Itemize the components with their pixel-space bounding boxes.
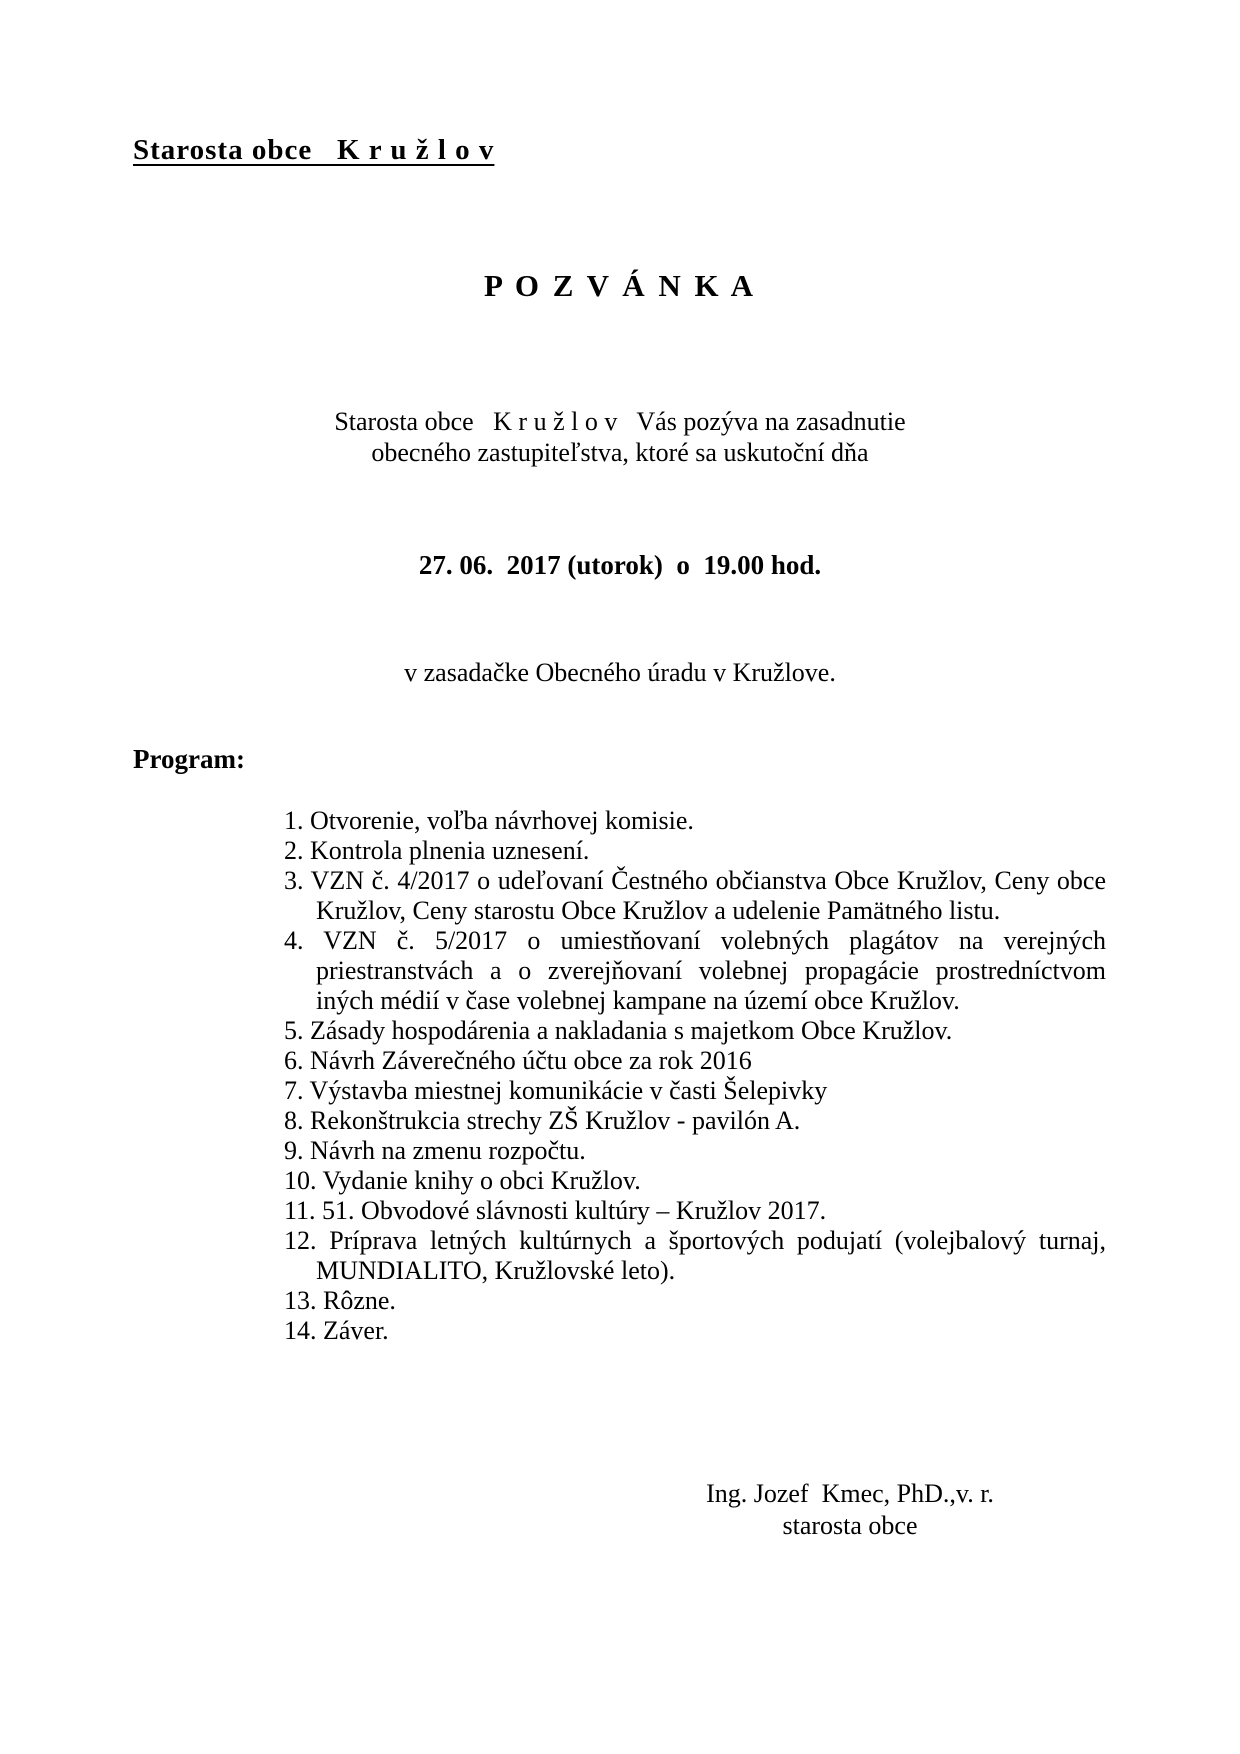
- program-item-number: 12.: [284, 1226, 317, 1255]
- program-item-text: Návrh na zmenu rozpočtu.: [310, 1136, 586, 1165]
- program-item-text: Návrh Záverečného účtu obce za rok 2016: [310, 1046, 752, 1075]
- program-item: [284, 1076, 1106, 1106]
- invitation-intro: [133, 406, 1107, 468]
- program-item: [284, 836, 1106, 866]
- program-heading: Program:: [133, 744, 245, 774]
- intro-line-2: obecného zastupiteľstva, ktoré sa uskutoční dňa: [371, 438, 869, 467]
- program-item-text: 51. Obvodové slávnosti kultúry – Kružlov 2017.: [322, 1196, 827, 1225]
- meeting-datetime: 27. 06. 2017 (utorok) o 19.00 hod.: [418, 550, 822, 580]
- program-item-number: 1.: [284, 806, 304, 835]
- program-item: [284, 926, 1106, 1016]
- program-item-text: Príprava letných kultúrnych a športových podujatí (volejbalový turnaj, MUNDIALITO, Kružlovské leto).: [316, 1226, 1107, 1285]
- program-item-text: Kontrola plnenia uznesení.: [310, 836, 590, 865]
- program-item: [284, 1286, 1106, 1316]
- program-item: [284, 1226, 1106, 1286]
- signature-role: starosta obce: [782, 1511, 918, 1540]
- program-item-number: 2.: [284, 836, 304, 865]
- program-item-number: 11.: [284, 1196, 316, 1225]
- program-item-text: VZN č. 4/2017 o udeľovaní Čestného občianstva Obce Kružlov, Ceny obce Kružlov, Ceny starostu Obce Kružlov a udelenie Pamätného listu.: [310, 866, 1107, 925]
- program-item-text: Rôzne.: [323, 1286, 396, 1315]
- program-item-text: Zásady hospodárenia a nakladania s majetkom Obce Kružlov.: [310, 1016, 953, 1045]
- program-item-text: VZN č. 5/2017 o umiestňovaní volebných plagátov na verejných priestranstvách a o zverejňovaní volebnej propagácie prostredníctvom iných médií v čase volebnej kampane na území obce Kružlov.: [316, 926, 1107, 1015]
- program-item-number: 3.: [284, 866, 304, 895]
- program-item-number: 14.: [284, 1316, 317, 1345]
- program-item-number: 4.: [284, 926, 304, 955]
- program-item-number: 8.: [284, 1106, 304, 1135]
- document-header-mayor-of-kruzlov: Starosta obce K r u ž l o v: [133, 134, 495, 166]
- signature-name: Ing. Jozef Kmec, PhD.,v. r.: [706, 1479, 994, 1508]
- program-item-number: 13.: [284, 1286, 317, 1315]
- program-item-text: Otvorenie, voľba návrhovej komisie.: [310, 806, 694, 835]
- program-item: [284, 1316, 1106, 1346]
- program-item-text: Rekonštrukcia strechy ZŠ Kružlov - pavilón A.: [310, 1106, 801, 1135]
- program-item: [284, 1106, 1106, 1136]
- program-item-number: 5.: [284, 1016, 304, 1045]
- intro-line-1: Starosta obce K r u ž l o v Vás pozýva na zasadnutie: [334, 407, 906, 436]
- document-title-pozvanka: P O Z V Á N K A: [483, 268, 757, 303]
- program-item: [284, 1166, 1106, 1196]
- program-item-text: Záver.: [323, 1316, 389, 1345]
- program-item-text: Vydanie knihy o obci Kružlov.: [322, 1166, 641, 1195]
- program-item-number: 10.: [284, 1166, 317, 1195]
- program-item: [284, 1016, 1106, 1046]
- program-item-number: 6.: [284, 1046, 304, 1075]
- program-item-number: 7.: [284, 1076, 304, 1105]
- program-item: [284, 1136, 1106, 1166]
- meeting-location: v zasadačke Obecného úradu v Kružlove.: [404, 658, 836, 687]
- program-item-text: Výstavba miestnej komunikácie v časti Šelepivky: [309, 1076, 828, 1105]
- program-item: [284, 1196, 1106, 1226]
- signature-block: [620, 1478, 1080, 1542]
- program-item-list: [284, 806, 1106, 1346]
- program-item: [284, 866, 1106, 926]
- program-item-number: 9.: [284, 1136, 304, 1165]
- program-item: [284, 806, 1106, 836]
- program-item: [284, 1046, 1106, 1076]
